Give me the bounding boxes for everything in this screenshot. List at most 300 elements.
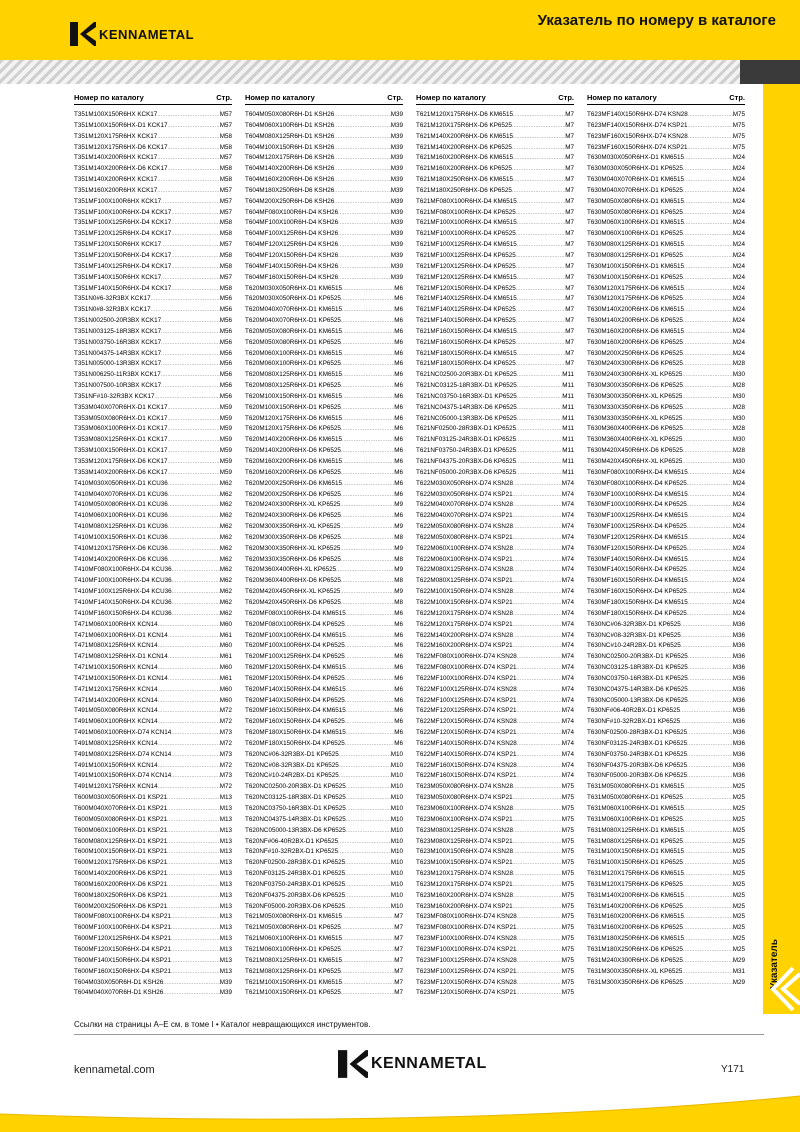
index-entry: [587, 490, 745, 501]
catalog-number: T621M160X200R6HX-D6 KP6525: [416, 165, 512, 173]
page-ref: M10: [390, 826, 403, 834]
leader-dots: [342, 457, 394, 468]
page-ref: M36: [732, 739, 745, 747]
page-ref: M6: [394, 468, 403, 476]
page-ref: M75: [561, 935, 574, 943]
catalog-number: T622M060X100R6HX-D74 KSN28: [416, 544, 513, 552]
catalog-number: T620MF120X150R6HX-D4 KP6525: [245, 674, 345, 682]
page-ref: M8: [394, 577, 403, 585]
catalog-number: T471M100X150R6HX-D1 KCN14: [74, 674, 168, 682]
leader-dots: [513, 175, 565, 186]
leader-dots: [513, 132, 565, 143]
page-ref: M74: [561, 598, 574, 606]
index-entry: [245, 902, 403, 913]
page-ref: M72: [219, 707, 232, 715]
index-entry: [74, 284, 232, 295]
catalog-number: T622MF160X150R6HX-D74 KSP21: [416, 772, 517, 780]
catalog-number: T621M160X200R6HX-D6 KM6515: [416, 154, 513, 162]
index-entry: [74, 338, 232, 349]
leader-dots: [516, 229, 565, 240]
index-entry: [245, 218, 403, 229]
catalog-number: T620M240X300R6HX-D6 KP6525: [245, 512, 341, 520]
index-entry: [587, 435, 745, 446]
page-ref: M25: [732, 848, 745, 856]
page-ref: M24: [732, 338, 745, 346]
page-ref: M36: [732, 620, 745, 628]
leader-dots: [513, 858, 562, 869]
page-ref: M6: [394, 479, 403, 487]
leader-dots: [158, 663, 220, 674]
catalog-number: T631M120X175R6HX-D6 KP6525: [587, 880, 683, 888]
index-entry: [587, 533, 745, 544]
catalog-number: T631M240X300R6HX-D6 KP6525: [587, 956, 683, 964]
page-ref: M6: [394, 306, 403, 314]
index-entry: [587, 826, 745, 837]
page-ref: M6: [394, 392, 403, 400]
catalog-number: T620NC#08-32R3BX-D1 KP6525: [245, 761, 339, 769]
leader-dots: [684, 262, 733, 273]
index-entry: [74, 359, 232, 370]
page-ref: M6: [394, 458, 403, 465]
page-ref: M36: [732, 696, 745, 704]
catalog-number: T623MF080X100R6HX-D74 KSN28: [416, 913, 517, 921]
page-ref: M62: [219, 479, 232, 487]
index-entry: [245, 251, 403, 262]
catalog-number: T621MF080X100R6HX-D4 KM6515: [416, 197, 517, 205]
page-ref: M36: [732, 761, 745, 769]
leader-dots: [167, 793, 220, 804]
leader-dots: [513, 576, 562, 587]
page-ref: M74: [561, 490, 574, 498]
catalog-number: T623M060X100R6HX-D74 KSN28: [416, 805, 513, 812]
catalog-number: T623M060X100R6HX-D74 KSP21: [416, 815, 513, 823]
column-header: [245, 93, 403, 105]
index-entry: [416, 500, 574, 511]
catalog-number: T351M120X175R6HX-D6 KCK17: [74, 143, 168, 151]
catalog-number: T620MF160X150R6HX-D4 KM6515: [245, 707, 346, 715]
catalog-number: T600M080X125R6HX-D1 KSP21: [74, 837, 168, 845]
page-ref: M6: [394, 284, 403, 292]
index-entry: [587, 815, 745, 826]
index-entry: [245, 262, 403, 273]
page-ref: M11: [562, 458, 574, 465]
index-entry: [416, 641, 574, 652]
catalog-number: T491M100X150R6HX-D74 KCN14: [74, 772, 172, 780]
index-entry: [245, 294, 403, 305]
index-entry: [416, 284, 574, 295]
index-entry: [416, 782, 574, 793]
index-entry: [587, 544, 745, 555]
page-ref: M6: [394, 739, 403, 747]
page-ref: M39: [390, 219, 403, 227]
catalog-number: T621MF120X150R6HX-D4 KP6525: [416, 284, 516, 292]
catalog-number: T351N003125-18R3BX KCK17: [74, 327, 162, 335]
catalog-number: T620NF05000-20R3BX-D6 KP6525: [245, 902, 346, 910]
page-ref: M7: [565, 154, 574, 162]
page-ref: M31: [732, 967, 745, 975]
page-ref: M24: [732, 577, 745, 585]
page-ref: M7: [565, 121, 574, 129]
page-ref: M39: [390, 197, 403, 205]
index-entry: [416, 240, 574, 251]
index-entry: [245, 468, 403, 479]
catalog-number: T620M300X350R6HX-XL KP6525: [245, 544, 341, 552]
leader-dots: [341, 555, 394, 566]
index-entry: [245, 728, 403, 739]
website-link[interactable]: kennametal.com: [74, 1064, 155, 1076]
page-ref: M24: [732, 468, 745, 476]
leader-dots: [167, 424, 219, 435]
index-entry: [587, 229, 745, 240]
index-entry: [245, 424, 403, 435]
page-ref: M7: [565, 262, 574, 270]
page-ref: M36: [732, 729, 745, 737]
page-ref: M10: [390, 750, 403, 758]
catalog-number: T351N004375-14R3BX KCK17: [74, 349, 162, 357]
page-ref: M10: [390, 815, 403, 823]
index-entry: [416, 208, 574, 219]
index-entry: [74, 251, 232, 262]
index-entry: [245, 945, 403, 956]
index-entry: [74, 934, 232, 945]
leader-dots: [334, 153, 390, 164]
catalog-number: T623MF100X125R6HX-D74 KSN28: [416, 956, 517, 964]
leader-dots: [513, 902, 562, 913]
page-ref: M59: [219, 468, 232, 476]
catalog-number: T353M050X080R6HX-D1 KCK17: [74, 414, 168, 422]
catalog-number: T604M180X250R6H-D6 KSH26: [245, 186, 335, 194]
catalog-number: T621M060X100R6HX-D1 KP6525: [245, 945, 341, 953]
catalog-number: T351MF140X150R6HX KCK17: [74, 273, 162, 281]
leader-dots: [341, 923, 394, 934]
page-ref: M11: [562, 436, 574, 444]
leader-dots: [342, 392, 394, 403]
catalog-number: T621M050X080R6HX-D1 KP6525: [245, 924, 341, 932]
catalog-number: T622M030X050R6HX-D74 KSN28: [416, 479, 513, 487]
leader-dots: [688, 674, 733, 685]
page-ref: M7: [565, 317, 574, 325]
catalog-number: T622M080X125R6HX-D74 KSP21: [416, 577, 513, 585]
catalog-number: T410M120X175R6HX-D6 KCU36: [74, 544, 168, 552]
catalog-number: T620M420X450R6HX-XL KP6525: [245, 588, 341, 596]
catalog-number: T630MF100X100R6HX-D4 KP6525: [587, 501, 687, 509]
index-entry: [416, 468, 574, 479]
index-entry: [416, 587, 574, 598]
page-ref: M28: [732, 360, 745, 368]
index-entry: [245, 956, 403, 967]
leader-dots: [516, 262, 565, 273]
page-ref: M62: [219, 523, 232, 531]
catalog-number: T631M160X200R6HX-D6 KM6515: [587, 913, 684, 921]
catalog-number: T621NF02500-28R3BX-D1 KP6525: [416, 425, 517, 433]
index-entry: [74, 392, 232, 403]
page-ref: M6: [394, 718, 403, 726]
catalog-number: T631M060X100R6HX-D1 KM6515: [587, 805, 684, 812]
page-ref: M6: [394, 338, 403, 346]
index-entry: [245, 717, 403, 728]
catalog-number: T351N006250-11R3BX KCK17: [74, 371, 161, 379]
leader-dots: [342, 956, 394, 967]
page-ref: M6: [394, 414, 403, 422]
page-ref: M6: [394, 620, 403, 628]
catalog-number: T620M120X175R6HX-D6 KM6515: [245, 414, 342, 422]
index-entry: [245, 771, 403, 782]
leader-dots: [684, 327, 733, 338]
catalog-number: T620NC05000-13R3BX-D6 KP6525: [245, 826, 346, 834]
catalog-number: T620M160X200R6HX-D6 KM6515: [245, 458, 342, 465]
page-ref: M24: [732, 523, 745, 531]
catalog-number: T630M120X175R6HX-D6 KM6515: [587, 284, 684, 292]
leader-dots: [163, 988, 219, 999]
page-ref: M6: [394, 609, 403, 617]
page-ref: M25: [732, 913, 745, 921]
leader-dots: [342, 327, 394, 338]
page-ref: M7: [565, 241, 574, 249]
leader-dots: [161, 370, 220, 381]
index-entry: [416, 750, 574, 761]
leader-dots: [167, 121, 219, 132]
leader-dots: [682, 967, 732, 978]
catalog-number: T620M040X070R6HX-D1 KP6525: [245, 317, 341, 325]
index-entry: [416, 175, 574, 186]
catalog-number: T621M140X200R6HX-D6 KM6515: [416, 132, 513, 140]
index-entry: [245, 837, 403, 848]
page-ref: M62: [219, 566, 232, 574]
index-entry: [245, 327, 403, 338]
index-entry: [245, 761, 403, 772]
page-ref: M75: [561, 783, 574, 791]
catalog-number: T621MF120X125R6HX-D4 KM6515: [416, 273, 517, 281]
leader-dots: [517, 370, 562, 381]
index-entry: [416, 717, 574, 728]
index-entry: [587, 967, 745, 978]
page-ref: M24: [732, 262, 745, 270]
catalog-number: T630NC02500-20R3BX-D1 KP6525: [587, 653, 688, 661]
leader-dots: [687, 522, 733, 533]
leader-dots: [684, 175, 733, 186]
page-ref: M7: [565, 338, 574, 346]
index-entry: [74, 837, 232, 848]
index-entry: [416, 273, 574, 284]
page-ref: M6: [394, 685, 403, 693]
catalog-number: T623MF140X150R6HX-D74 KSN28: [587, 111, 688, 118]
catalog-number: T620NF03125-24R3BX-D1 KP6525: [245, 870, 346, 878]
page-ref: M25: [732, 837, 745, 845]
catalog-number: T630M140X200R6HX-D6 KM6515: [587, 306, 684, 314]
page-ref: M7: [394, 924, 403, 932]
index-entry: [245, 739, 403, 750]
index-entry: [416, 392, 574, 403]
page-ref: M74: [561, 512, 574, 520]
leader-dots: [157, 132, 219, 143]
page-ref: M6: [394, 674, 403, 682]
page-ref: M74: [561, 479, 574, 487]
catalog-number: T623MF100X125R6HX-D74 KSP21: [416, 967, 517, 975]
index-entry: [245, 804, 403, 815]
index-entry: [416, 186, 574, 197]
page-ref: M39: [390, 111, 403, 118]
index-entry: [245, 132, 403, 143]
catalog-number: T620MF120X150R6HX-D4 KM6515: [245, 664, 346, 672]
leader-dots: [513, 555, 562, 566]
index-entry: [416, 880, 574, 891]
index-entry: [245, 414, 403, 425]
leader-dots: [341, 468, 394, 479]
catalog-number: T620NC03125-18R3BX-D1 KP6525: [245, 794, 346, 802]
index-entry: [74, 175, 232, 186]
page-ref: M25: [732, 902, 745, 910]
leader-dots: [513, 793, 562, 804]
page-ref: M6: [394, 327, 403, 335]
index-entry: [587, 923, 745, 934]
page-ref: M61: [219, 653, 232, 661]
page-ref: M7: [565, 327, 574, 335]
page-ref: M57: [219, 197, 232, 205]
leader-dots: [684, 912, 733, 923]
page-ref: M24: [732, 479, 745, 487]
catalog-number: T630M050X080R6HX-D1 KP6525: [587, 208, 683, 216]
index-entry: [587, 110, 745, 121]
page-ref: M6: [394, 349, 403, 357]
index-entry: [416, 522, 574, 533]
index-entry: [416, 490, 574, 501]
page-ref: M75: [561, 891, 574, 899]
leader-dots: [513, 479, 562, 490]
index-entry: [416, 620, 574, 631]
index-entry: [245, 912, 403, 923]
page-ref: M57: [219, 111, 232, 118]
catalog-number: T631M100X150R6HX-D1 KM6515: [587, 848, 684, 856]
page-ref: M24: [732, 284, 745, 292]
catalog-number: T630M040X070R6HX-D1 KM6515: [587, 176, 684, 184]
leader-dots: [172, 565, 220, 576]
catalog-number: T351M140X200R6HX KCK17: [74, 154, 158, 162]
index-entry: [416, 316, 574, 327]
leader-dots: [346, 685, 394, 696]
page-ref: M62: [219, 555, 232, 563]
catalog-number: T600MF160X150R6HX-D4 KSP21: [74, 967, 171, 975]
index-entry: [245, 631, 403, 642]
index-entry: [587, 164, 745, 175]
leader-dots: [341, 316, 394, 327]
leader-dots: [345, 674, 394, 685]
page-ref: M13: [219, 794, 232, 802]
catalog-number: T600M200X250R6HX-D6 KSP21: [74, 902, 168, 910]
catalog-number: T631M120X175R6HX-D6 KM6515: [587, 870, 684, 878]
catalog-number: T604MF160X150R6H-D4 KSH26: [245, 273, 339, 281]
page-ref: M13: [219, 935, 232, 943]
leader-dots: [516, 446, 562, 457]
index-entry: [245, 934, 403, 945]
page-ref: M25: [732, 794, 745, 802]
catalog-number: T630M050X080R6HX-D1 KM6515: [587, 197, 684, 205]
catalog-number: T630MF100X125R6HX-D4 KP6525: [587, 523, 687, 531]
index-entry: [74, 533, 232, 544]
page-ref: M75: [561, 859, 574, 867]
catalog-number: T620M240X300R6HX-XL KP6525: [245, 501, 341, 509]
page-ref: M36: [732, 750, 745, 758]
page-ref: M11: [562, 447, 574, 455]
index-entry: [74, 490, 232, 501]
page-ref: M6: [394, 642, 403, 650]
leader-dots: [338, 847, 391, 858]
catalog-number: T623M100X150R6HX-D74 KSP21: [416, 859, 513, 867]
leader-dots: [516, 284, 565, 295]
catalog-number: T620M050X080R6HX-D1 KM6515: [245, 327, 342, 335]
catalog-number: T620M140X200R6HX-D6 KP6525: [245, 447, 341, 455]
catalog-number: T623M050X080R6HX-D74 KSP21: [416, 794, 513, 802]
index-entry: [74, 847, 232, 858]
index-entry: [416, 110, 574, 121]
leader-dots: [512, 121, 565, 132]
leader-dots: [151, 305, 220, 316]
leader-dots: [341, 511, 394, 522]
leader-dots: [157, 175, 219, 186]
index-entry: [416, 858, 574, 869]
page-ref: M7: [565, 273, 574, 281]
leader-dots: [345, 696, 394, 707]
catalog-number: T631M300X350R6HX-XL KP6525: [587, 967, 683, 975]
leader-dots: [345, 739, 394, 750]
leader-dots: [171, 923, 220, 934]
leader-dots: [513, 837, 562, 848]
catalog-number: T620M060X100R6HX-D1 KM6515: [245, 349, 342, 357]
catalog-number: T353M040X070R6HX-D1 KCK17: [74, 403, 168, 411]
catalog-number: T630MF140X150R6HX-D4 KP6525: [587, 566, 687, 574]
catalog-number: T623MF100X100R6HX-D74 KSP21: [416, 945, 517, 953]
page-ref: M24: [732, 501, 745, 509]
index-entry: [74, 511, 232, 522]
page-ref: M39: [390, 143, 403, 151]
catalog-number: T622M140X200R6HX-D74 KSN28: [416, 631, 513, 639]
index-entry: [245, 544, 403, 555]
leader-dots: [341, 945, 394, 956]
index-entry: [587, 262, 745, 273]
catalog-number: T623MF100X100R6HX-D74 KSN28: [416, 935, 517, 943]
leader-dots: [341, 490, 394, 501]
leader-dots: [684, 153, 733, 164]
leader-dots: [517, 392, 562, 403]
catalog-number: T471M060X100R6HX KCN14: [74, 620, 158, 628]
page-ref: M10: [390, 837, 403, 845]
leader-dots: [161, 273, 220, 284]
page-ref: M7: [565, 197, 574, 205]
leader-dots: [688, 555, 733, 566]
catalog-number: T600M180X250R6HX-D6 KSP21: [74, 891, 168, 899]
page-ref: M25: [732, 859, 745, 867]
page-ref: M58: [219, 132, 232, 140]
index-entry: [587, 511, 745, 522]
page-ref: M28: [732, 382, 745, 390]
index-entry: [74, 956, 232, 967]
page-ref: M60: [219, 664, 232, 672]
catalog-number: T620M060X100R6HX-D1 KP6525: [245, 360, 341, 368]
index-entry: [587, 641, 745, 652]
page-ref: M39: [390, 262, 403, 270]
page-ref: M13: [219, 848, 232, 856]
leader-dots: [683, 338, 733, 349]
catalog-number: T351NF#10-32R3BX KCK17: [74, 392, 155, 400]
catalog-number: T604M060X100R6H-D1 KSH26: [245, 121, 335, 129]
index-entry: [245, 446, 403, 457]
index-entry: [245, 435, 403, 446]
leader-dots: [168, 522, 220, 533]
catalog-number: T631M140X200R6HX-D6 KP6525: [587, 902, 683, 910]
leader-dots: [167, 837, 220, 848]
page-ref: M56: [219, 382, 232, 390]
catalog-number: T623M100X150R6HX-D74 KSN28: [416, 848, 513, 856]
leader-dots: [516, 359, 565, 370]
